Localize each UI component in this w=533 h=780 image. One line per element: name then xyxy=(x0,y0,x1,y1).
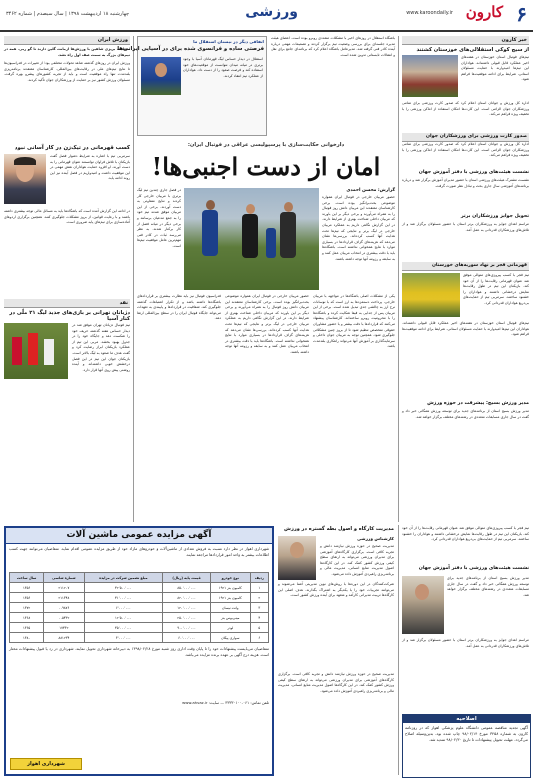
col-header: شماره شاسی xyxy=(44,573,84,583)
right-headline-6: مدیر ورزش بسیج: پیشرفت در حوزه ورزش xyxy=(427,401,529,406)
cell: ۸۲۰٬۰۰۰٬۰۰۰ xyxy=(163,593,211,603)
main-col-2: یکی از مشکلات اصلی باشگاه‌ها در مواجهه با مربیان خارجی، پرداخت دستمزدها به ارز است که با نوسانات نرخ ارز به چالشی جدی تبدیل شده است. برخی از این مربیان پس از جدایی به فیفا شکایت کرده و باشگاه‌ها را با محرومیت روبرو ساخته‌اند. کارشناسان پیشنهاد می‌کنند که قراردادها با دقت بیشتر و با حضور مشاوران حقوقی متخصص تنظیم شود تا از بروز چنین مشکلاتی جلوگیری شود. همچنین توجه به مربیان جوان داخلی و سرمایه‌گذاری بر آموزش آنها می‌تواند راهکاری بلندمدت باشد. xyxy=(313,294,395,349)
right-body-3: نشست مشترک هیئت‌های ورزشی استان با حضور مدیران آموزش برگزار شد و درباره برنامه‌های آموزشی سال جاری بحث و تبادل نظر صورت گرفت. xyxy=(402,178,529,188)
team-photo-block xyxy=(4,323,130,383)
main-col-left-top: در فصل جاری چندین تیم لیگ برتری با مربیان خارجی کار کردند و نتایج متفاوتی به دست آوردند. برخی از این مربیان موفق شدند تیم خود را به جمع مدعیان برسانند و برخی دیگر در میانه فصل از کار برکنار شدند. به نظر می‌رسد ثبات در کادر فنی مهم‌ترین عامل موفقیت تیم‌ها است. xyxy=(137,188,181,248)
cell: ۳٬۰۰۰٬۰۰۰ xyxy=(84,633,163,643)
left-portrait-block xyxy=(4,154,130,209)
cell: ۶ xyxy=(250,633,268,643)
left-headline-2: کسب قهرمانی در تیک‌زن در کار آسانی نبود xyxy=(14,145,130,151)
main-byline: گزارش: محسن احمدی xyxy=(346,188,395,193)
col-header: ردیف xyxy=(250,573,268,583)
portrait-photo xyxy=(4,154,46,204)
cell: ۶٬۰۰۰٬۰۰۰ xyxy=(84,603,163,613)
cell: ۱ xyxy=(250,583,268,593)
center-bottom-byline: کارشناس ورزشی xyxy=(357,536,394,541)
middle-top xyxy=(117,36,395,136)
feature-photo xyxy=(141,57,181,95)
cell: ۱۳۵۶ xyxy=(10,583,44,593)
cell: ۸۵۰٬۰۰۰٬۰۰۰ xyxy=(163,583,211,593)
right-kicker: خبر کارون xyxy=(402,36,529,45)
feature-kicker: اتفاقی دیگر در نیستان استقلال ما xyxy=(193,39,264,44)
notice-body: آگهی تجدید مناقصه عمومی دانشگاه علوم پزشکی اهواز که در روزنامه کارون به شماره ۳۴۵۸ مورخ ۹۸/۰۲/۱۴ چاپ شده بود، بدین‌وسیله اصلاح می‌گردد. مهلت تحویل پیشنهادات تا تاریخ ۹۸/۰۲/۳۰ تمدید شد. xyxy=(405,725,528,742)
separator xyxy=(398,36,399,522)
main-headline: امان از دست اجنبی‌ها! xyxy=(151,152,381,181)
table-row xyxy=(10,633,269,643)
cell: ۶۰٬۰۰۰٬۰۰۰ xyxy=(163,633,211,643)
right-body-1: تیم‌های فوتبال استان خوزستان در هفته‌های اخیر عملکرد قابل قبولی داشته‌اند. هواداران این تیم‌ها امیدوارند با حمایت مسئولان استانی، شرایط برای ادامه موفقیت‌ها فراهم شود. xyxy=(461,55,529,82)
right-bottom-headline: نشست هیئت‌های ورزشی با دفتر آموزش جهان xyxy=(418,566,529,571)
cell: ۲۱۱۳۴۸ xyxy=(44,593,84,603)
left-body-1: ورزش ایران در روزهای گذشته شاهد تحولات مختلفی بود؛ از تغییرات در فدراسیون‌ها تا نتایج تیم‌های ملی در رقابت‌های بین‌المللی. کارشناسان معتقدند برنامه‌ریزی بلندمدت تنها راه موفقیت است و باید از تجربه کشورهای پیشرو بهره گرفت. مسئولان ورزش کشور نیز بر حمایت از ورزشکاران جوان تأکید کردند. xyxy=(4,61,130,82)
cell: ۰۰۹۸۷۶ xyxy=(44,603,84,613)
auction-footer-2: تلفن تماس: ۰۶۱-۳۳۳۳۰۱۰۰ — سایت: www.ahvaz.ir xyxy=(182,700,269,705)
main-subkicker: دارخوانی حکایت‌سازی با پرسپولیسی عراقی در فوتبال ایران: xyxy=(187,142,345,148)
feature-body: استقلال در دیدار حساس لیگ قهرمانان آسیا با وجود برتری در میانه میدان نتوانست از موقعیت‌های خود استفاده کند و فرصت صعود را از دست داد. هواداران از عملکرد تیم انتقاد کردند. xyxy=(183,57,263,78)
right-headline-5: قهرمانی فجر بر نهاد سوریه‌های خوزستان xyxy=(402,262,529,271)
left-body-3: در ادامه این گزارش آمده است که باشگاه‌ها باید به مسائل مالی توجه بیشتری داشته باشند و با رعایت قوانین، از بروز مشکلات جلوگیری کنند. همچنین برگزاری اردوهای آماده‌سازی برای تیم‌های پایه ضروری است. xyxy=(4,209,130,225)
right-bottom-body-3: مراسم اهدای جوایز به ورزشکاران برتر استان با حضور مسئولان برگزار شد و از تلاش‌های ورزشکاران قدردانی به عمل آمد. xyxy=(402,638,529,648)
cell: ۱۳۶۸ xyxy=(10,613,44,623)
cell: سواری پیکان xyxy=(210,633,250,643)
right-headline-4: تحویل جوایز ورزشکاران برتر xyxy=(460,214,529,219)
dateline: چهارشنبه ۱۸ اردیبهشت ۱۳۹۸ | سال سیصدم | شماره ۳۴۶۲ xyxy=(6,11,130,17)
auction-table xyxy=(9,572,269,643)
cell: ۲ xyxy=(250,593,268,603)
separator xyxy=(133,36,134,522)
auction-title: آگهی مزایده عمومی ماشین آلات xyxy=(6,528,272,544)
cell: ۹۰۰٬۰۰۰٬۰۰۰ xyxy=(163,623,211,633)
crowd-photo xyxy=(402,55,458,97)
right-body-4: مراسم اهدای جوایز به ورزشکاران برتر استان با حضور مسئولان برگزار شد و از تلاش‌های ورزشکاران قدردانی به عمل آمد. xyxy=(402,222,529,232)
left-body-2: سرمربی تیم با اشاره به شرایط دشوار فصل گفت بازیکنان با تلاش فراوان توانستند عنوان قهرمانی را به دست آورند. او افزود حمایت هواداران نقش مهمی در این موفقیت داشت و امیدواریم در فصل آینده نیز این روند ادامه یابد. xyxy=(50,154,130,181)
auction-intro: شهرداری اهواز در نظر دارد نسبت به فروش تعدادی از ماشین‌آلات و خودروهای مازاد خود از طریق مزایده عمومی اقدام نماید. متقاضیان می‌توانند جهت کسب اطلاعات بیشتر به واحد امور قراردادها مراجعه نمایند. xyxy=(9,546,269,557)
middle-top-body: باشگاه استقلال در روزهای اخیر با مشکلات متعددی روبرو بوده است. اعضای هیئت مدیره جلسه‌ای برای بررسی وضعیت تیم برگزار کردند و تصمیمات مهمی درباره آینده کادر فنی گرفته شد. مدیرعامل باشگاه اعلام کرد که برنامه‌ای جامع برای نقل و انتقالات تابستانی تدوین شده است. xyxy=(271,36,395,57)
cell: مینی‌بوس بنز xyxy=(210,613,250,623)
main-byline-block xyxy=(322,188,395,290)
cell: لودر xyxy=(210,623,250,633)
left-body-4-a: تیم فوتبال دژبانان تهران موفق شد در دیدار حساس هفته گذشته حریف خود را شکست دهد و جایگاه خود را در جدول بهبود بخشد. مربی این تیم از عملکرد بازیکنان ابراز رضایت کرد و گفت هدف ما صعود به لیگ بالاتر است. بازیکنان جوان این تیم در این فصل درخشش خوبی داشته‌اند و آینده روشنی پیش روی آنها قرار دارد. xyxy=(72,323,130,372)
center-bottom-headline: مدیریت کارگاه و اصول بطه گستره در ورزش xyxy=(284,526,394,532)
col-header: نوع خودرو xyxy=(210,573,250,583)
cell: ۱۷۴۳۲ xyxy=(44,623,84,633)
left-headline-3: دژبانان تهرانی بر بازی‌های جدید لیگ ۲۱ ملّی در کنار آسیا xyxy=(9,310,130,322)
right-bottom-body-2: مدیر ورزش بسیج استان از برنامه‌های جدید برای توسعه ورزش همگانی خبر داد و گفت در سال جاری مسابقات متعددی در رشته‌های مختلف برگزار خواهد شد. xyxy=(447,576,529,597)
man-photo xyxy=(402,576,444,634)
cell: ۱۲٬۵۰۰٬۰۰۰ xyxy=(84,613,163,623)
right-photo-block-2 xyxy=(402,273,529,321)
right-bottom-photo-block xyxy=(402,574,529,638)
right-bottom xyxy=(402,526,529,712)
team-yellow-photo xyxy=(402,273,460,317)
newspaper-logo: کارون xyxy=(465,3,503,21)
cell: کامیون بنز ۱۹۲۱ xyxy=(210,593,250,603)
right-body-2: اداره کل ورزش و جوانان استان اعلام کرد که صدور کارت ورزشی برای تمامی ورزشکاران جوان الزامی است. این کارت‌ها امکان استفاده از اماکن ورزشی را با تخفیف ویژه فراهم می‌کند. xyxy=(402,142,529,158)
center-bottom xyxy=(278,526,394,776)
cell: ۱۳۷۲ xyxy=(10,603,44,613)
page-number: ۶ xyxy=(516,2,527,26)
left-kicker: ورزش ایران xyxy=(4,36,130,45)
cell: ۲۱۱۲۰۷ xyxy=(44,583,84,593)
main-col-1: حضور مربیان خارجی در فوتبال ایران همواره موضوعی بحث‌برانگیز بوده است. برخی کارشناسان معتقدند این مربیان دانش روز فوتبال را به همراه می‌آورند و برخی دیگر بر این باورند که مربیان داخلی شناخت بهتری از شرایط دارند. در این گزارش نگاهی داریم به عملکرد مربیان خارجی در لیگ برتر و نتایجی که تیم‌ها تحت هدایت آنها کسب کرده‌اند. بررسی‌ها نشان می‌دهد که هزینه‌های گزاف قراردادها در بسیاری موارد با نتایج همخوانی نداشته است. باشگاه‌ها باید با دقت بیشتری در انتخاب مربیان عمل کنند و به سابقه و رزومه آنها توجه داشته باشند. xyxy=(322,195,395,261)
cell: ۳ xyxy=(250,603,268,613)
right-headline-3: نشست هیئت‌های ورزشی با دفتر آموزش جهان xyxy=(418,170,529,175)
feature-box xyxy=(117,36,267,136)
cell: ۱۲۰٬۰۰۰٬۰۰۰ xyxy=(163,603,211,613)
site-url[interactable]: www.karoondaily.ir xyxy=(406,10,453,16)
table-row xyxy=(10,593,269,603)
speaker-photo xyxy=(278,536,316,580)
cell: ۱۳۶۵ xyxy=(10,623,44,633)
table-row xyxy=(10,603,269,613)
team-photo xyxy=(4,323,68,379)
cell: ۸۸۱۲۳۴ xyxy=(44,633,84,643)
table-row xyxy=(10,613,269,623)
right-body-6: مدیر ورزش بسیج استان از برنامه‌های جدید برای توسعه ورزش همگانی خبر داد و گفت در سال جاری مسابقات متعددی در رشته‌های مختلف برگزار خواهد شد. xyxy=(402,409,529,419)
notice-title: اصلاحیه xyxy=(403,715,530,723)
right-bottom-body-1: تیم فجر با کسب پیروزی‌های متوالی موفق شد عنوان قهرمانی رقابت‌ها را از آن خود کند. بازیکنان این تیم در طول رقابت‌ها نمایش درخشانی داشتند و هواداران را خشنود ساختند. سرمربی تیم از حمایت‌های بی‌دریغ هواداران قدردانی کرد. xyxy=(402,526,529,542)
cell: ۴ xyxy=(250,613,268,623)
separator xyxy=(398,525,399,775)
cell: ۵ xyxy=(250,623,268,633)
center-bottom-body-3: مدیریت صحیح در حوزه ورزش نیازمند دانش و تجربه کافی است. برگزاری کارگاه‌های آموزشی برای مدیران ورزشی می‌تواند به ارتقای سطح کیفی ورزش کشور کمک کند. در این کارگاه‌ها اصول مدیریت منابع انسانی، مدیریت مالی و برنامه‌ریزی راهبردی آموزش داده می‌شود. xyxy=(278,672,394,693)
center-bottom-body-1: مدیریت صحیح در حوزه ورزش نیازمند دانش و تجربه کافی است. برگزاری کارگاه‌های آموزشی برای مدیران ورزشی می‌تواند به ارتقای سطح کیفی ورزش کشور کمک کند. در این کارگاه‌ها اصول مدیریت منابع انسانی، مدیریت مالی و برنامه‌ریزی راهبردی آموزش داده می‌شود. xyxy=(320,544,394,576)
table-row xyxy=(10,583,269,593)
page-header xyxy=(0,0,533,32)
right-body-5b: تیم‌های فوتبال استان خوزستان در هفته‌های اخیر عملکرد قابل قبولی داشته‌اند. هواداران این تیم‌ها امیدوارند با حمایت مسئولان استانی، شرایط برای ادامه موفقیت‌ها فراهم شود. xyxy=(402,321,529,337)
left-column xyxy=(4,36,130,520)
auction-table-header xyxy=(10,573,269,583)
auction-signature: شهرداری اهواز xyxy=(10,758,82,770)
cell: ۱۳۸۰ xyxy=(10,633,44,643)
center-bottom-photo-block xyxy=(278,536,394,582)
cell: ۲۵۰٬۰۰۰٬۰۰۰ xyxy=(163,613,211,623)
right-body-1b: اداره کل ورزش و جوانان استان اعلام کرد که صدور کارت ورزشی برای تمامی ورزشکاران جوان الزامی است. این کارت‌ها امکان استفاده از اماکن ورزشی را با تخفیف ویژه فراهم می‌کند. xyxy=(402,101,529,117)
right-headline-2: صدور کارت ورزشی برای ورزشکاران جوان xyxy=(402,133,529,142)
left-section2-kicker: نقد xyxy=(4,299,130,308)
auction-footer: متقاضیان می‌بایست پیشنهادات خود را تا پایان وقت اداری روز شنبه مورخ ۱۳۹۸/۰۲/۲۸ به دبیرخانه شهرداری تحویل نمایند. شهرداری در رد یا قبول پیشنهادات مختار است. هزینه درج آگهی بر عهده برنده مزایده می‌باشد. xyxy=(9,646,269,657)
main-photo xyxy=(184,188,319,290)
col-header: مبلغ تضمین شرکت در مزایده xyxy=(84,573,163,583)
cell: ۱۳۵۶ xyxy=(10,593,44,603)
feature-headline: فرصتی ساده و فرانسوی شده برای در آسیایی ایرانی‌ها xyxy=(117,46,264,52)
notice-box xyxy=(402,714,531,778)
auction-ad xyxy=(4,526,274,776)
col-header: قیمت پایه (ریال) xyxy=(163,573,211,583)
main-col-3: حضور مربیان خارجی در فوتبال ایران همواره موضوعی بحث‌برانگیز بوده است. برخی کارشناسان معتقدند این مربیان دانش روز فوتبال را به همراه می‌آورند و برخی دیگر بر این باورند که مربیان داخلی شناخت بهتری از شرایط دارند. در این گزارش نگاهی داریم به عملکرد مربیان خارجی در لیگ برتر و نتایجی که تیم‌ها تحت هدایت آنها کسب کرده‌اند. بررسی‌ها نشان می‌دهد که هزینه‌های گزاف قراردادها در بسیاری موارد با نتایج همخوانی نداشته است. باشگاه‌ها باید با دقت بیشتری در انتخاب مربیان عمل کنند و به سابقه و رزومه آنها توجه داشته باشند. xyxy=(225,294,309,354)
center-bottom-body-2: شرکت‌کنندگان در این دوره‌ها با روش‌های نوین مدیریتی آشنا می‌شوند و می‌توانند تجربیات خود را با یکدیگر به اشتراک بگذارند. هدف اصلی این کارگاه‌ها تربیت مدیرانی کارآمد و متعهد برای آینده ورزش کشور است. xyxy=(278,582,394,598)
cell: وانت نیسان xyxy=(210,603,250,613)
cell: ۴۵٬۰۰۰٬۰۰۰ xyxy=(84,623,163,633)
right-photo-block-1 xyxy=(402,55,529,101)
main-col-4: فدراسیون فوتبال نیز باید نظارت بیشتری بر قراردادهای باشگاه‌ها داشته باشد و از تکرار اشتباهات گذشته جلوگیری کند. شفافیت در قراردادها و پایبندی به تعهدات می‌تواند جایگاه فوتبال ایران را در سطح بین‌المللی ارتقا دهد. xyxy=(137,294,221,321)
cell: کامیون بنز ۱۹۲۱ xyxy=(210,583,250,593)
right-headline-1: از سیج کوکی استقلالی‌های خوزستان کشتند xyxy=(416,47,529,53)
left-lead: منطقه، بریزی شاهین با ورزش‌ها ازمانت گلین دارند تا گو ربی. همه در تیم‌های بزرگ به سمت صف اول راه نشد. xyxy=(4,47,130,57)
right-body-5: تیم فجر با کسب پیروزی‌های متوالی موفق شد عنوان قهرمانی رقابت‌ها را از آن خود کند. بازیکنان این تیم در طول رقابت‌ها نمایش درخشانی داشتند و هواداران را خشنود ساختند. سرمربی تیم از حمایت‌های بی‌دریغ هواداران قدردانی کرد. xyxy=(463,273,529,305)
cell: ۴۱٬۰۰۰٬۰۰۰ xyxy=(84,593,163,603)
col-header: سال ساخت xyxy=(10,573,44,583)
section-title: ورزشی xyxy=(245,4,298,20)
right-column xyxy=(402,36,529,520)
auction-table-wrap xyxy=(6,572,272,643)
cell: ۴۲٬۵۰۰٬۰۰۰ xyxy=(84,583,163,593)
table-row xyxy=(10,623,269,633)
cell: ۰۰۵۴۳۲ xyxy=(44,613,84,623)
